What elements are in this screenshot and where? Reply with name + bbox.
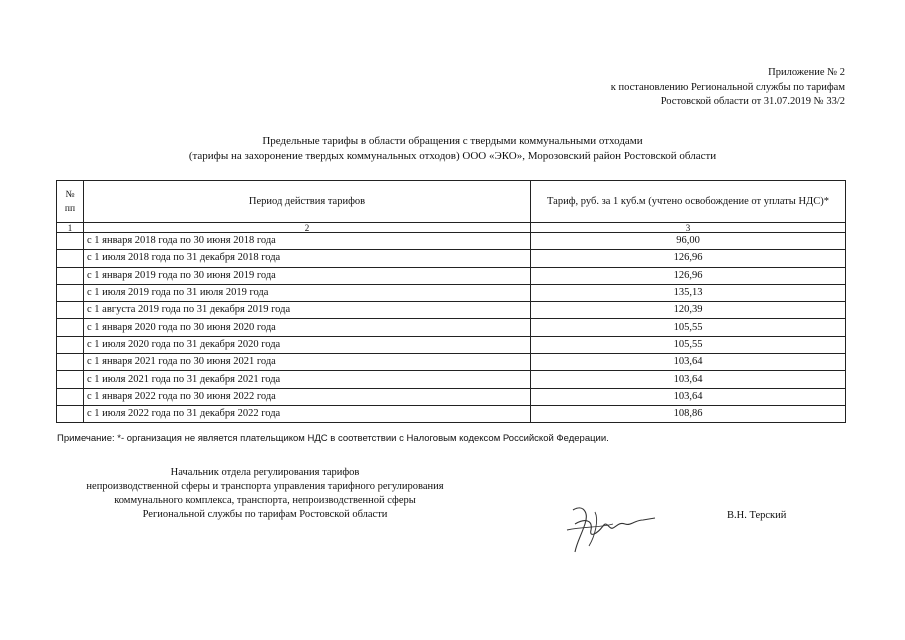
row-number-cell	[57, 354, 84, 371]
appendix-line-3: Ростовской области от 31.07.2019 № 33/2	[660, 96, 845, 107]
row-number-cell	[57, 267, 84, 284]
table-row	[57, 233, 846, 250]
row-number-cell	[57, 319, 84, 336]
appendix-line-1: Приложение № 2	[768, 67, 845, 78]
row-tariff-cell: 126,96	[531, 267, 846, 284]
table-row	[57, 302, 846, 319]
appendix-line-2: к постановлению Региональной службы по тарифам	[610, 81, 845, 93]
row-period-cell: с 1 июля 2021 года по 31 декабря 2021 года	[84, 371, 531, 388]
position-line-1: Начальник отдела регулирования тарифов	[170, 467, 360, 478]
row-number-cell	[57, 233, 84, 250]
row-number-cell	[57, 250, 84, 267]
row-period-cell: с 1 января 2018 года по 30 июня 2018 года	[84, 233, 531, 250]
document-title	[0, 134, 905, 163]
row-tariff-cell: 105,55	[531, 336, 846, 353]
header-tariff: Тариф, руб. за 1 куб.м (учтено освобождение от уплаты НДС)*	[531, 181, 846, 223]
footnote: Примечание: *- организация не является плательщиком НДС в соответствии с Налоговым кодексом Российской Федерации.	[57, 433, 609, 444]
signatory-position	[50, 466, 480, 522]
row-number-cell	[57, 284, 84, 301]
tariff-table	[56, 180, 846, 423]
table-row	[57, 354, 846, 371]
position-line-2: непроизводственной сферы и транспорта управления тарифного регулирования	[86, 481, 444, 492]
row-period-cell: с 1 августа 2019 года по 31 декабря 2019 года	[84, 302, 531, 319]
header-number-label: №	[65, 189, 75, 200]
title-line-1: Предельные тарифы в области обращения с твердыми коммунальными отходами	[262, 135, 643, 147]
index-cell: 1	[57, 223, 84, 233]
table-row	[57, 388, 846, 405]
row-number-cell	[57, 336, 84, 353]
row-period-cell: с 1 января 2021 года по 30 июня 2021 года	[84, 354, 531, 371]
row-period-cell: с 1 января 2022 года по 30 июня 2022 года	[84, 388, 531, 405]
table-row	[57, 284, 846, 301]
row-period-cell: с 1 июля 2022 года по 31 декабря 2022 года	[84, 405, 531, 422]
table-row	[57, 405, 846, 422]
row-period-cell: с 1 июля 2018 года по 31 декабря 2018 года	[84, 250, 531, 267]
row-tariff-cell: 135,13	[531, 284, 846, 301]
row-tariff-cell: 105,55	[531, 319, 846, 336]
row-number-cell	[57, 371, 84, 388]
table-row	[57, 250, 846, 267]
row-period-cell: с 1 июля 2020 года по 31 декабря 2020 года	[84, 336, 531, 353]
table-index-row	[57, 223, 846, 233]
row-tariff-cell: 96,00	[531, 233, 846, 250]
row-tariff-cell: 120,39	[531, 302, 846, 319]
title-line-2: (тарифы на захоронение твердых коммунальных отходов) ООО «ЭКО», Морозовский район Ростовской области	[188, 149, 717, 162]
header-number-sublabel: пп	[64, 203, 76, 214]
row-number-cell	[57, 405, 84, 422]
row-tariff-cell: 103,64	[531, 388, 846, 405]
row-number-cell	[57, 388, 84, 405]
position-line-3: коммунального комплекса, транспорта, непроизводственной сферы	[114, 495, 416, 506]
row-period-cell: с 1 января 2019 года по 30 июня 2019 года	[84, 267, 531, 284]
handwritten-signature-icon	[555, 490, 665, 560]
row-tariff-cell: 103,64	[531, 354, 846, 371]
table-row	[57, 319, 846, 336]
signer-name: В.Н. Терский	[727, 510, 787, 521]
table-row	[57, 336, 846, 353]
row-tariff-cell: 103,64	[531, 371, 846, 388]
row-period-cell: с 1 июля 2019 года по 31 июля 2019 года	[84, 284, 531, 301]
row-number-cell	[57, 302, 84, 319]
appendix-header	[611, 66, 845, 110]
index-cell: 2	[84, 223, 531, 233]
table-header-row	[57, 181, 846, 223]
position-line-4: Региональной службы по тарифам Ростовской области	[142, 509, 388, 520]
index-cell: 3	[531, 223, 846, 233]
table-row	[57, 267, 846, 284]
table-body	[57, 233, 846, 423]
row-period-cell: с 1 января 2020 года по 30 июня 2020 года	[84, 319, 531, 336]
header-number	[57, 181, 84, 223]
row-tariff-cell: 126,96	[531, 250, 846, 267]
header-period: Период действия тарифов	[84, 181, 531, 223]
row-tariff-cell: 108,86	[531, 405, 846, 422]
table-row	[57, 371, 846, 388]
